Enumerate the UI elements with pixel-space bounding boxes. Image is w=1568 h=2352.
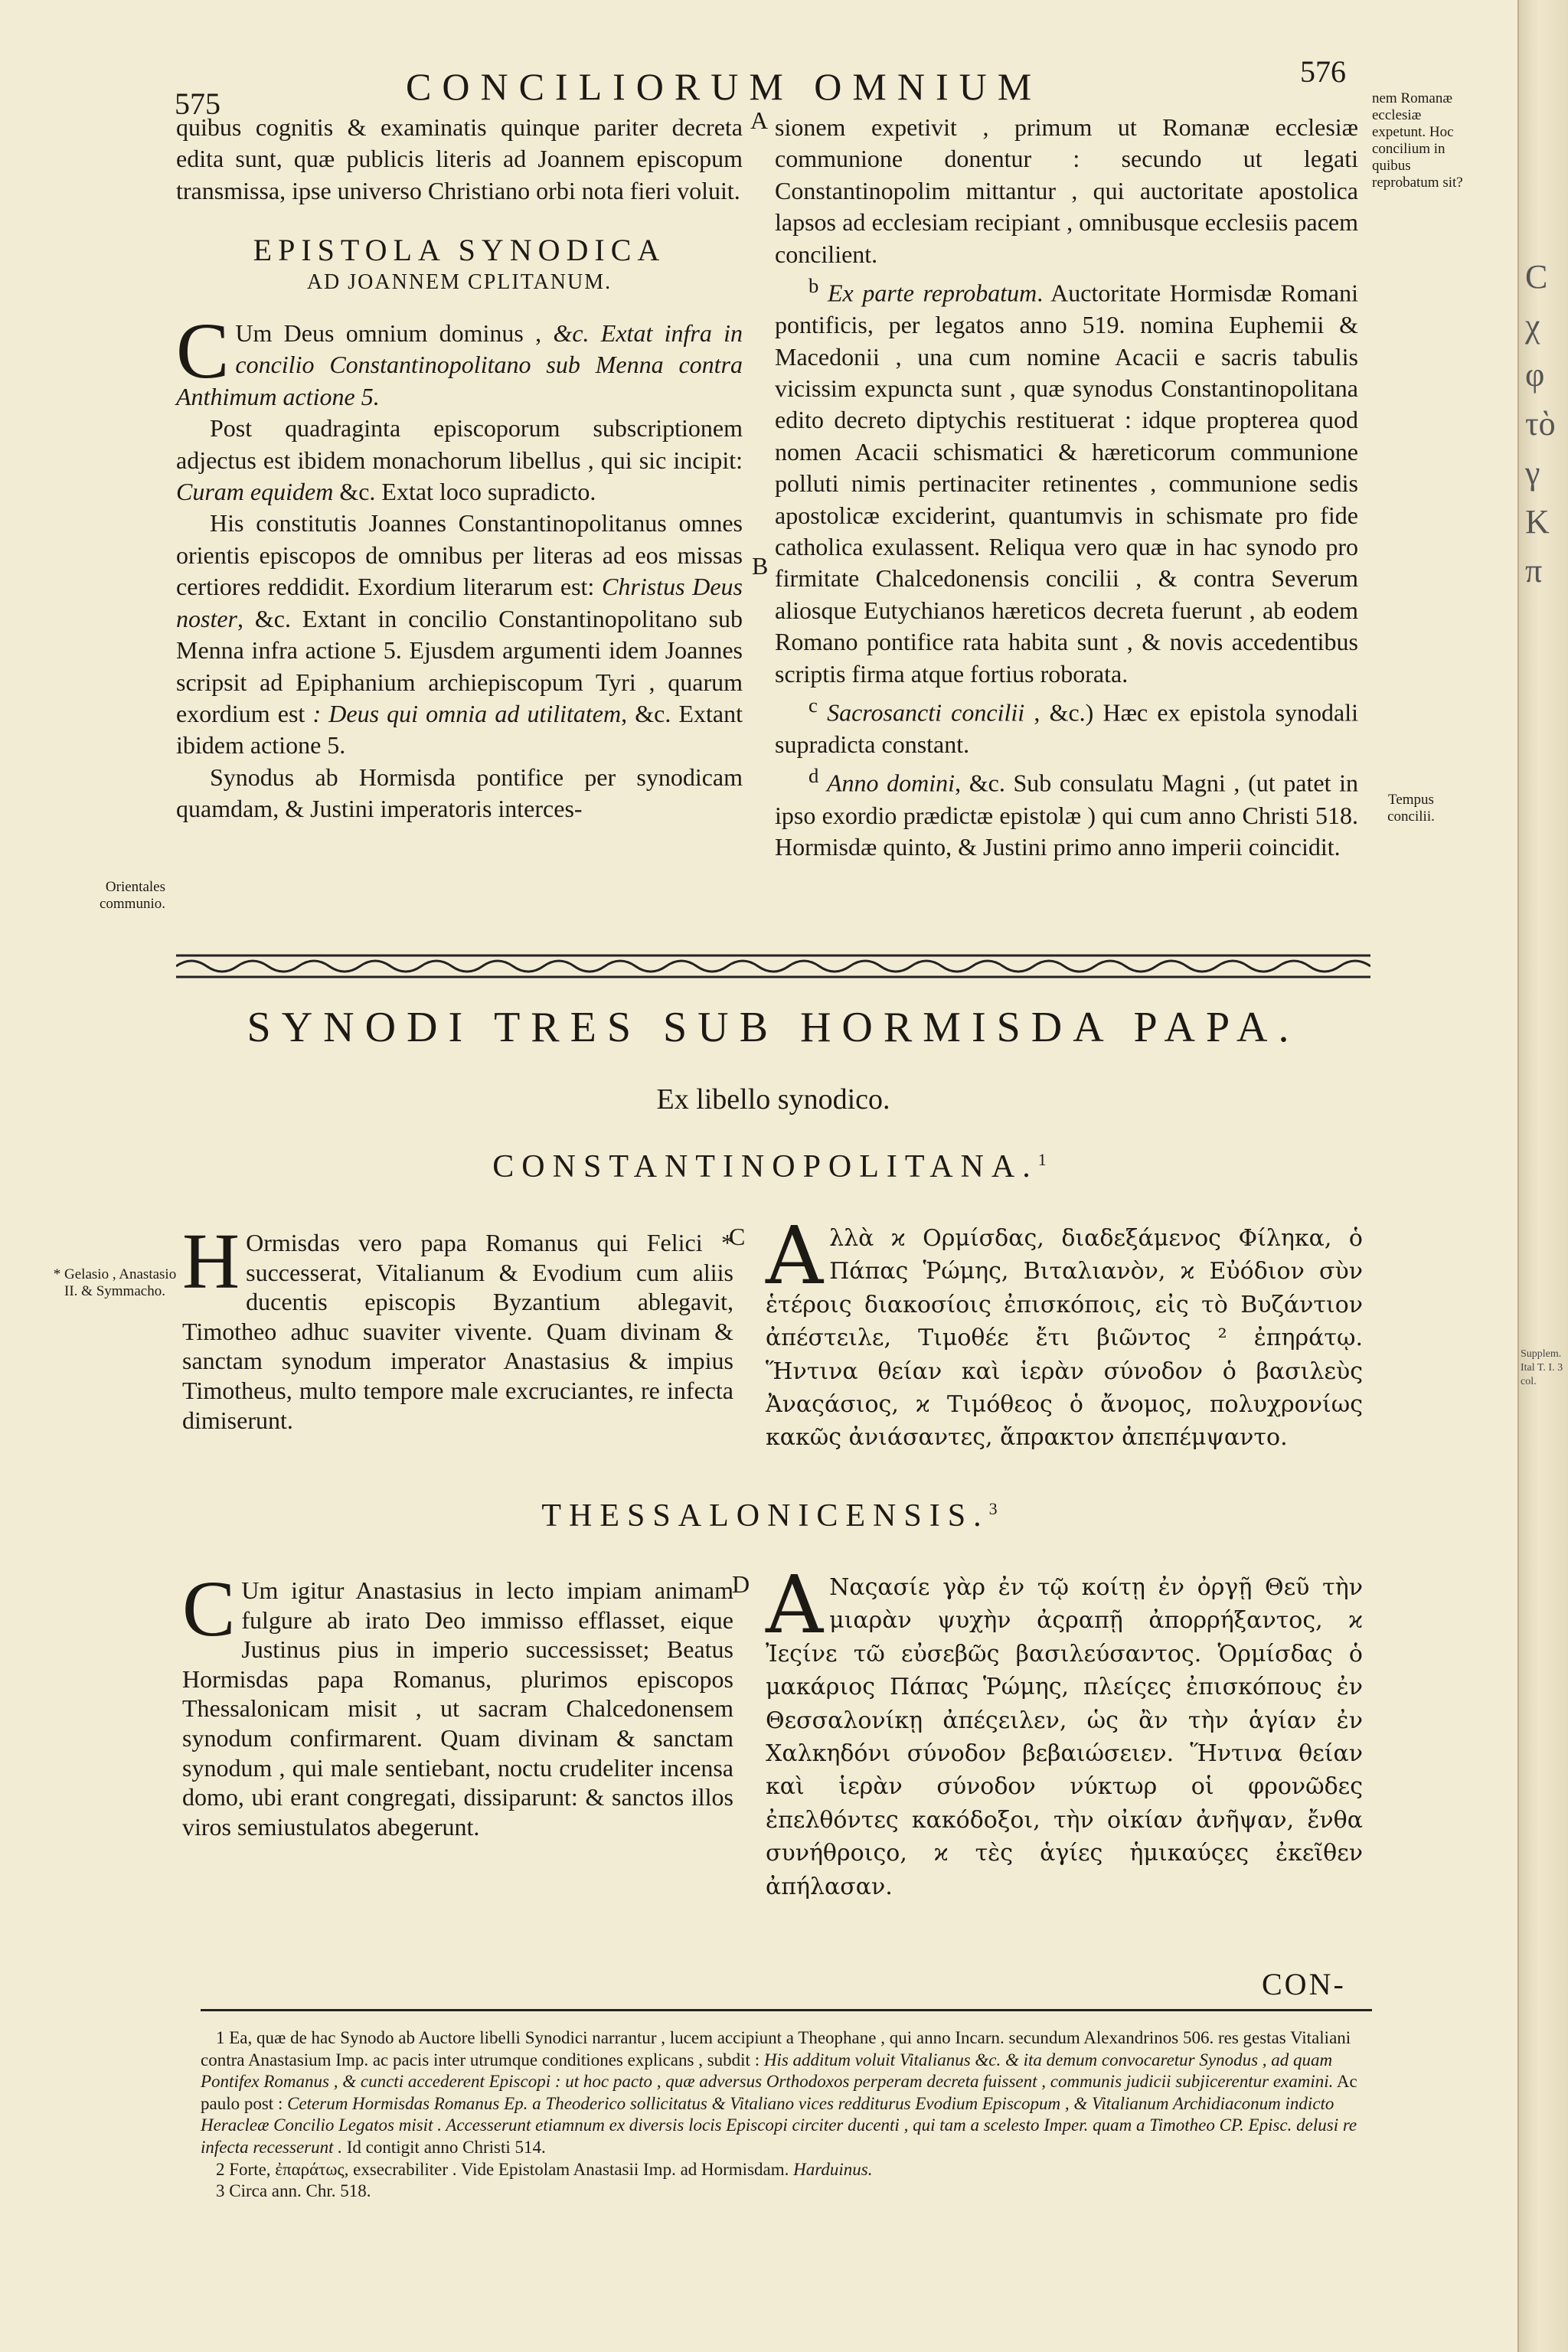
drop-cap: H: [182, 1217, 240, 1305]
epistola-paragraph-4: Synodus ab Hormisda pontifice per synodicam quamdam, & Justini imperatoris interces-: [176, 763, 743, 823]
drop-cap: C: [182, 1565, 236, 1653]
drop-cap: Α: [766, 1209, 824, 1302]
epistola-title: EPISTOLA SYNODICA: [253, 233, 666, 268]
note-b: $^b$ Ex parte reprobatum. Auctoritate Hormisdæ Romani pontificis, per legatos anno 519. nomina Euphemii & Macedonii , una cum nomine Acacii e sacris tabulis vicissim expuncta sunt , quæ synodus Constantinopolitana edito decreto diptychis restituerat : idque propterea quod nomen Acacii schismatici & hæreticorum communione polluti nimis pertinaciter retinentes , communione sedis apostolicæ exciderint, quantumvis in schismate pro fide catholica exulassent. Reliqua vero quæ in hac synodo pro firmitate Chalcedonensis concilii , & contra Severum aliosque Eutychianos hæreticos decreta fuerunt , ab eodem Romano pontifice rata habita sunt , & novis accedentibus scriptis firma atque fortius roborata.: [775, 274, 1359, 688]
section-title: SYNODI TRES SUB HORMISDA PAPA.: [247, 1004, 1300, 1051]
constantinopolitana-greek: Αλλὰ ϰ Ορμίσδας, διαδεξάμενος Φίληκα, ὁ Πάπας Ῥώμης, Βιταλιανὸν, ϰ Εὐόδιον σὺν ἑτέροις διακοσίοις ἐπισκόποις, εἰς τὸ Βυζάντιον ἀπέστειλε, Τιμοθέε ἔτι βιῶντος ² ἐπηράτῳ. Ἥντινα θείαν καὶ ἱερὰν σύνοδον ὁ βασιλεὺς Ἀναςάσιος, ϰ Τιμόθεος ὁ ἄνομος, πολυχρονίως κακῶς ἀνιάσαντες, ἄπρακτον ἀπεπέμψαντο.: [766, 1209, 1363, 1452]
page-number-right: 576: [1300, 54, 1346, 89]
constantinopolitana-title: CONSTANTINOPOLITANA.$^1$: [492, 1149, 1054, 1184]
footnote-rule: [201, 2009, 1372, 2011]
note-c: $^c$ Sacrosancti concilii , &c.) Hæc ex epistola synodali supradicta constant.: [775, 693, 1359, 759]
margin-letter-a: A: [750, 106, 769, 134]
intro-paragraph: quibus cognitis & examinatis quinque pariter decreta edita sunt, quæ publicis literis ad Joannem episcopum transmissa, ipse universo Christiano orbi nota fieri voluit.: [176, 113, 743, 204]
adjacent-page-edge: [1517, 0, 1568, 2352]
epistola-paragraph-3: His constitutis Joannes Constantinopolitanus omnes orientis episcopos de omnibus per literas ad eos missas certiores reddidit. Exordium literarum est: Christus Deus noster, &c. Extant in concilio Constantinopolitano sub Menna infra actione 5. Ejusdem argumenti idem Joannes scripsit ad Epiphanium archiepiscopum Tyri , quarum exordium est : Deus qui omnia ad utilitatem, &c. Extant ibidem actione 5.: [176, 509, 743, 760]
drop-cap: Α: [766, 1558, 824, 1651]
right-column-top: [775, 112, 1358, 863]
footnote-2: 2 Forte, ἐπαράτως, exsecrabiliter . Vide Epistolam Anastasii Imp. ad Hormisdam. Harduinus.: [216, 2159, 873, 2179]
footnote-3: 3 Circa ann. Chr. 518.: [216, 2181, 371, 2201]
margin-note-orientales: Orientales communio.: [99, 879, 165, 912]
margin-letter-c: C: [729, 1223, 746, 1250]
epistola-paragraph-1: C Um Deus omnium dominus , &c. Extat infra in concilio Constantinopolitano sub Menna contra Anthimum actione 5.: [176, 307, 743, 410]
margin-note-tempus: Tempus concilii.: [1387, 792, 1435, 825]
margin-letter-d: D: [732, 1570, 750, 1598]
adjacent-page-letters: C χ φ τὸ γ K π: [1525, 258, 1556, 590]
adjacent-page-snippet: Supplem. Ital T. I. 3 col.: [1521, 1348, 1563, 1387]
section-subtitle: Ex libello synodico.: [656, 1083, 890, 1116]
catchword: CON-: [1262, 1967, 1346, 2001]
thessalonicensis-greek: Α Ναςασίε γὰρ ἐν τῷ κοίτῃ ἐν ὀργῇ Θεῦ τὴν μιαρὰν ψυχὴν ἀςραπῇ ἀπορρήξαντος, ϰ Ἰεςίνε τῶ εὐσεβῶς βασιλεύσαντος. Ὁρμίσδας ὁ μακάριος Πάπας Ῥώμης, πλείςες ἐπισκόπους ἐν Θεσσαλονίκῃ ἀπέςειλεν, ὡς ἂν τὴν ἁγίαν ἐν Χαλκηδόνι σύνοδον βεβαιώσειεν. Ἥντινα θείαν καὶ ἱερὰν σύνοδον νύκτωρ οἱ φρονῶδες ἐπελθόντες κακόδοξοι, τὴν οἰκίαν ἀνῆψαν, ἔνθα συνήθροιςο, ϰ τὲς ἁγίες ἡμικαύςες ἐκεῖθεν ἀπήλασαν.: [766, 1558, 1363, 1900]
left-column-top: [176, 112, 743, 825]
margin-letter-b: B: [752, 552, 769, 580]
thessalonicensis-title: THESSALONICENSIS.$^3$: [541, 1498, 1005, 1534]
margin-note-gelasio: * Gelasio , Anastasio II. & Symmacho.: [53, 1266, 177, 1299]
epistola-paragraph-2: Post quadraginta episcoporum subscriptionem adjectus est ibidem monachorum libellus , qui sic incipit: Curam equidem &c. Extat loco supradicto.: [176, 414, 743, 506]
footnotes: [201, 2027, 1380, 2203]
note-d: $^d$ Anno domini, &c. Sub consulatu Magni , (ut patet in ipso exordio prædictæ epistolæ ) qui cum anno Christi 518. Hormisdæ quinto, & Justini primo anno imperii coincidit.: [775, 764, 1359, 861]
thessalonicensis-latin: C Um igitur Anastasius in lecto impiam animam fulgure ab irato Deo immisso efflasset, eique Justinus pius in imperio successisset; Beatus Hormisdas papa Romanus, plurimos episcopos Thessalonicam misit , ut sacram Chalcedonensem synodum confirmarent. Quam divinam & sanctam synodum , qui male sentiebant, noctu crudeliter incensa domo, ubi erant congregati, dissiparunt: & sanctos illos viros semiustulatos abegerunt.: [182, 1565, 733, 1841]
right-paragraph-1: sionem expetivit , primum ut Romanæ ecclesiæ communione donentur : secundo ut legati Constantinopolim mittantur , qui auctoritate apostolica lapsos ad ecclesiam recipiant , omnibusque ecclesiis pacem concilient.: [775, 113, 1358, 268]
ornamental-divider: [176, 948, 1370, 985]
margin-note-top-right: nem Romanæ ecclesiæ expetunt. Hoc concilium in quibus reprobatum sit?: [1372, 90, 1463, 191]
drop-cap: C: [176, 307, 230, 396]
page-number-left: 575: [175, 87, 220, 121]
running-title: CONCILIORUM OMNIUM: [406, 65, 1043, 108]
epistola-subtitle: AD JOANNEM CPLITANUM.: [306, 270, 612, 294]
footnote-1: 1 Ea, quæ de hac Synodo ab Auctore libelli Synodici narrantur , lucem accipiunt a Theophane , qui anno Incarn. secundum Alexandrinos 506. res gestas Vitaliani contra Anastasium Imp. ac pacis inter utrumque conditiones explicans , subdit : His additum voluit Vitalianus &c. & ita demum convocaretur Synodus , ad quam Pontifex Romanus , & cuncti accederent Episcopi : ut hoc pacto , quæ adversus Orthodoxos perperam decreta fuissent , communis judicii subjicerentur examini. Ac paulo post : Ceterum Hormisdas Romanus Ep. a Theoderico sollicitatus & Vitaliano vices redditurus Evodium Episcopum , & Vitalianum Archidiaconum indicto Heracleæ Concilio Legatos misit . Accesserunt etiamnum ex diversis locis Episcopi circiter ducenti , qui tam a scelesto Imper. quam a Timotheo CP. Episc. delusi re infecta recesserunt . Id contigit anno Christi 514.: [201, 2028, 1357, 2157]
constantinopolitana-latin: H Ormisdas vero papa Romanus qui Felici * successerat, Vitalianum & Evodium cum aliis ducentis episcopis Byzantium ablegavit, Timotheo adhuc suaviter vivente. Quam divinam & sanctam synodum imperator Anastasius & impius Timotheus, multo tempore male excruciantes, re infecta dimiserunt.: [182, 1217, 733, 1434]
